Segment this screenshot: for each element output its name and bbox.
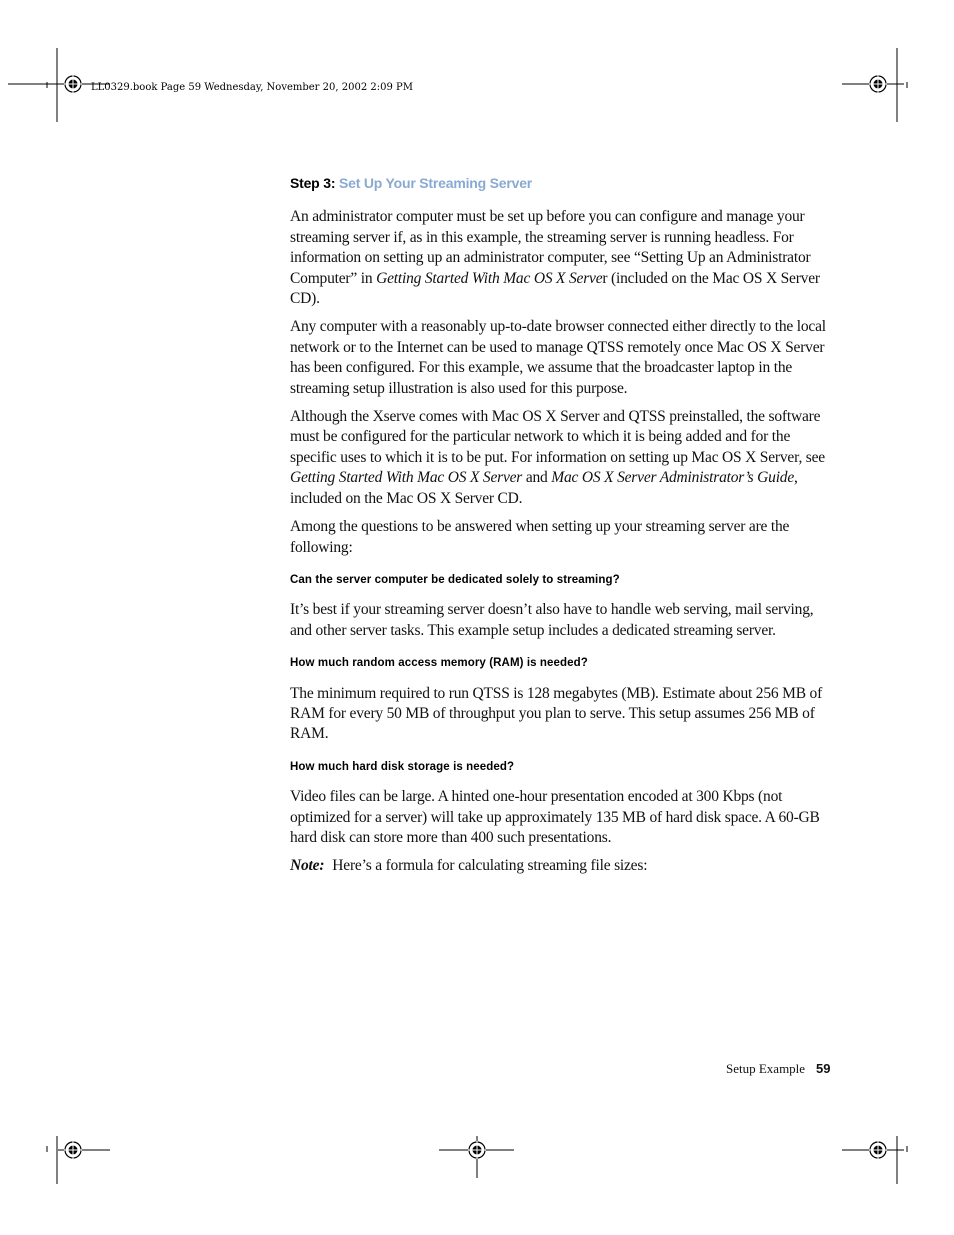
text-run: and	[522, 469, 552, 487]
main-content	[290, 173, 835, 885]
text-run: An administrator computer must be set up before you can configure and manage your streaming server if, as in this example, the streaming server is running headless. For information on setting up an administrator computer, see “Setting Up an Administrator Computer” in	[290, 208, 811, 287]
paragraph-xserve-config	[290, 407, 835, 509]
print-slug-line: LL0329.book Page 59 Wednesday, November 20, 2002 2:09 PM	[91, 82, 413, 93]
paragraph-questions-intro: Among the questions to be answered when setting up your streaming server are the following:	[290, 518, 790, 556]
text-run: , included on the Mac OS X Server CD.	[290, 469, 798, 507]
text-run: r (included on the Mac OS X Server CD).	[290, 269, 820, 308]
note-label: Note:	[290, 857, 325, 875]
step-title: Set Up Your Streaming Server	[338, 175, 533, 191]
registration-target-icon	[869, 1141, 887, 1159]
registration-target-icon	[869, 75, 887, 93]
registration-target-icon	[64, 1141, 82, 1159]
page-footer	[726, 1061, 836, 1077]
answer-ram: The minimum required to run QTSS is 128 megabytes (MB). Estimate about 256 MB of RAM for every 50 MB of throughput you plan to serve. This setup assumes 256 MB of RAM.	[290, 684, 823, 743]
step-prefix: Step 3:	[290, 175, 336, 191]
registration-target-icon	[468, 1141, 486, 1159]
step-heading	[290, 173, 835, 193]
answer-dedicated: It’s best if your streaming server doesn’t also have to handle web serving, mail serving, and other server tasks. This example setup includes a dedicated streaming server.	[290, 601, 814, 639]
page-number: 59	[816, 1061, 831, 1076]
book-title: Getting Started With Mac OS X Serve	[376, 269, 603, 287]
question-heading-disk: How much hard disk storage is needed?	[290, 760, 515, 773]
question-heading-ram: How much random access memory (RAM) is needed?	[290, 657, 588, 670]
note	[290, 856, 835, 876]
registration-target-icon	[64, 75, 82, 93]
answer-disk: Video files can be large. A hinted one-hour presentation encoded at 300 Kbps (not optimized for a server) will take up approximately 135 MB of hard disk space. A 60-GB hard disk can store more than 400 such presentations.	[290, 788, 820, 846]
note-text: Here’s a formula for calculating streaming file sizes:	[332, 857, 648, 875]
footer-section-title: Setup Example	[726, 1061, 806, 1076]
question-heading-dedicated: Can the server computer be dedicated solely to streaming?	[290, 573, 620, 586]
paragraph-remote-management: Any computer with a reasonably up-to-date browser connected either directly to the local network or to the Internet can be used to manage QTSS remotely once Mac OS X Server has been configured. For this example, we assume that the broadcaster laptop in the streaming setup illustration is also used for this purpose.	[290, 318, 826, 397]
text-run: Although the Xserve comes with Mac OS X Server and QTSS preinstalled, the software must be configured for the particular network to which it is being added and for the specific uses to which it is to be put. For information on setting up Mac OS X Server, see	[290, 408, 825, 466]
book-title: Mac OS X Server Administrator’s Guide	[551, 469, 795, 487]
book-title: Getting Started With Mac OS X Server	[290, 469, 523, 487]
paragraph-admin-computer	[290, 207, 835, 309]
